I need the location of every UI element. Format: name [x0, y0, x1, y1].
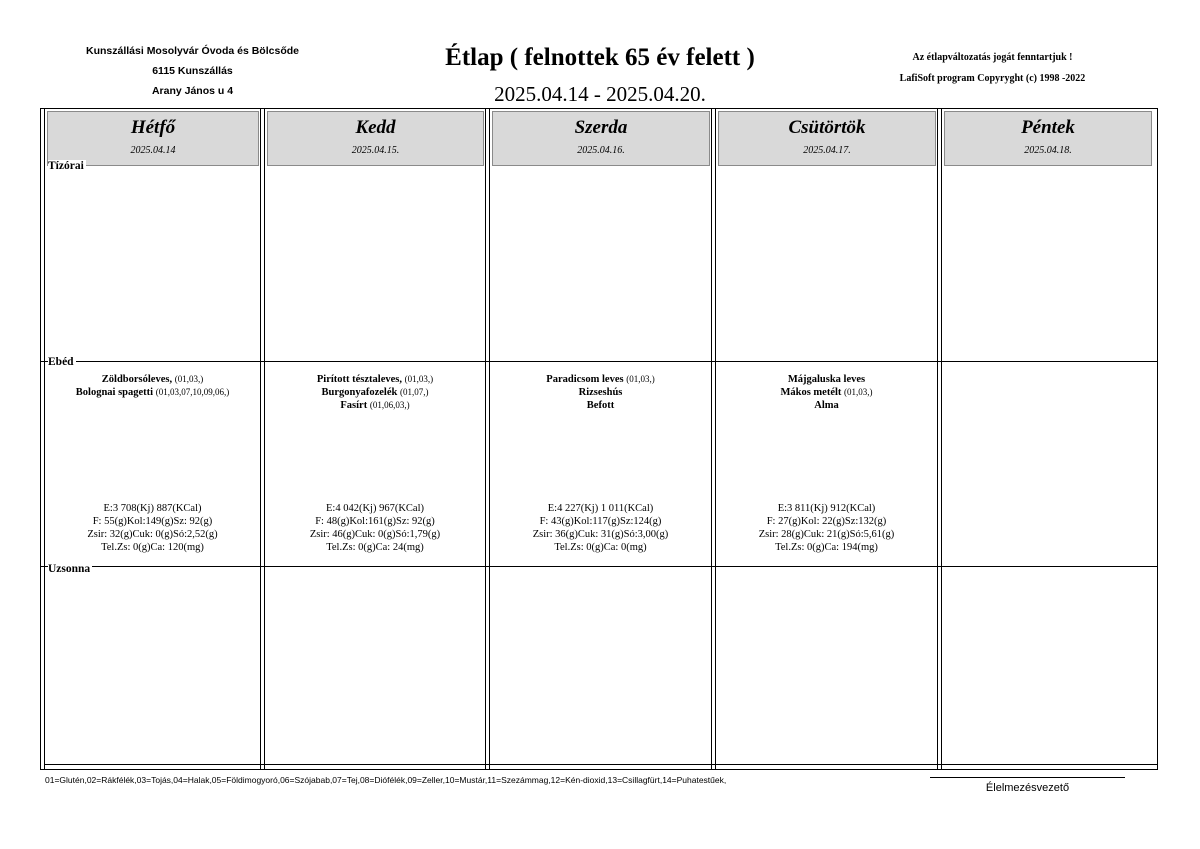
dish-line — [716, 399, 937, 412]
nutrition-line: Zsir: 28(g)Cuk: 21(g)Só:5,61(g) — [758, 529, 895, 540]
dish-allergens: (01,03,) — [174, 374, 204, 384]
nutrition-line: E:3 708(Kj) 887(KCal) — [103, 503, 202, 514]
day-header-tuesday — [267, 111, 484, 166]
dish-name: Bolognai spagetti — [75, 387, 156, 398]
row-sep-ebed — [40, 361, 1158, 362]
dish-name: Rizseshús — [578, 387, 623, 398]
day-date: 2025.04.14 — [130, 145, 176, 156]
dish-name: Alma — [814, 400, 839, 411]
dish-name: Pirított tésztaleves, — [316, 374, 405, 385]
copyright-text: LafiSoft program Copyryght (c) 1998 -2022 — [899, 73, 1086, 84]
col-sep-3b — [715, 108, 716, 770]
day-date: 2025.04.17. — [803, 145, 851, 156]
nutrition-line: E:3 811(Kj) 912(KCal) — [777, 503, 876, 514]
menu-grid — [40, 108, 1158, 770]
day-name: Kedd — [355, 117, 396, 138]
day-header-friday — [944, 111, 1152, 166]
dish-allergens: (01,07,) — [399, 387, 429, 397]
dish-name: Befott — [586, 400, 615, 411]
nutrition-line: Zsir: 36(g)Cuk: 31(g)Só:3,00(g) — [532, 529, 669, 540]
nutrition-line: E:4 227(Kj) 1 011(KCal) — [547, 503, 654, 514]
dish-line — [265, 386, 485, 399]
dish-name: Mákos metélt — [780, 387, 845, 398]
col-sep-1 — [260, 108, 261, 770]
dish-name: Zöldborsóleves, — [101, 374, 175, 385]
frame-right — [1157, 108, 1158, 770]
notice-text: Az étlapváltozatás jogát fenntartjuk ! — [912, 52, 1073, 63]
dish-allergens: (01,03,07,10,09,06,) — [155, 387, 230, 397]
dish-line — [45, 373, 260, 386]
nutrition-line: F: 43(g)Kol:117(g)Sz:124(g) — [539, 516, 662, 527]
dish-name: Burgonyafozelék — [321, 387, 400, 398]
day-name: Csütörtök — [788, 117, 866, 138]
nutrition-line: Tel.Zs: 0(g)Ca: 0(mg) — [554, 542, 647, 553]
dish-line — [490, 399, 711, 412]
nutrition-line: F: 27(g)Kol: 22(g)Sz:132(g) — [766, 516, 887, 527]
signature-line — [930, 777, 1125, 778]
day-date: 2025.04.18. — [1024, 145, 1072, 156]
row-sep-uzsonna — [40, 566, 1158, 567]
day-name: Hétfő — [130, 117, 176, 138]
nutrition-wednesday — [490, 502, 711, 554]
org-address: Arany János u 4 — [151, 85, 234, 97]
col-sep-1b — [264, 108, 265, 770]
lunch-menu-wednesday — [490, 373, 711, 412]
col-sep-4b — [941, 108, 942, 770]
day-header-thursday — [718, 111, 936, 166]
dish-name: Májgaluska leves — [787, 374, 866, 385]
dish-allergens: (01,06,03,) — [369, 400, 410, 410]
frame-bottom-inner — [44, 764, 1158, 765]
col-sep-2 — [485, 108, 486, 770]
nutrition-line: F: 55(g)Kol:149(g)Sz: 92(g) — [92, 516, 213, 527]
row-label-uzsonna: Uzsonna — [48, 563, 91, 575]
dish-line — [490, 373, 711, 386]
frame-left-inner — [44, 108, 45, 770]
col-sep-4 — [937, 108, 938, 770]
frame-top — [40, 108, 1158, 109]
lunch-menu-thursday — [716, 373, 937, 412]
nutrition-line: Tel.Zs: 0(g)Ca: 24(mg) — [326, 542, 424, 553]
dish-allergens: (01,03,) — [404, 374, 434, 384]
lunch-menu-tuesday — [265, 373, 485, 412]
nutrition-tuesday — [265, 502, 485, 554]
nutrition-line: Zsir: 32(g)Cuk: 0(g)Só:2,52(g) — [87, 529, 218, 540]
date-range: 2025.04.14 - 2025.04.20. — [494, 82, 706, 106]
dish-line — [490, 386, 711, 399]
org-name: Kunszállási Mosolyvár Óvoda és Bölcsőde — [86, 45, 299, 57]
day-header-monday — [47, 111, 259, 166]
org-zip-city: 6115 Kunszállás — [152, 65, 233, 77]
dish-name: Paradicsom leves — [546, 374, 627, 385]
day-name: Szerda — [574, 117, 628, 138]
lunch-menu-monday — [45, 373, 260, 399]
row-label-ebed: Ebéd — [48, 356, 74, 368]
allergen-legend: 01=Glutén,02=Rákfélék,03=Tojás,04=Halak,05=Földimogyoró,06=Szójabab,07=Tej,08=Diófélék,09=Zeller,10=Mustár,11=Szezámmag,12=Kén-dioxid,13=Csillagfürt,14=Puhatestűek, — [45, 775, 727, 785]
signature-label: Élelmezésvezető — [985, 782, 1070, 794]
dish-line — [265, 373, 485, 386]
frame-bottom — [40, 769, 1158, 770]
dish-line — [45, 386, 260, 399]
col-sep-3 — [711, 108, 712, 770]
nutrition-line: Tel.Zs: 0(g)Ca: 120(mg) — [101, 542, 204, 553]
dish-allergens: (01,03,) — [626, 374, 655, 384]
day-header-wednesday — [492, 111, 710, 166]
dish-line — [265, 399, 485, 412]
nutrition-line: Zsir: 46(g)Cuk: 0(g)Só:1,79(g) — [309, 529, 441, 540]
dish-line — [716, 373, 937, 386]
day-date: 2025.04.15. — [351, 145, 400, 156]
dish-line — [716, 386, 937, 399]
nutrition-line: F: 48(g)Kol:161(g)Sz: 92(g) — [315, 516, 435, 527]
nutrition-monday — [45, 502, 260, 554]
page-title: Étlap ( felnottek 65 év felett ) — [445, 44, 755, 71]
dish-name: Fasírt — [340, 400, 370, 411]
col-sep-2b — [489, 108, 490, 770]
nutrition-line: Tel.Zs: 0(g)Ca: 194(mg) — [775, 542, 878, 553]
frame-left — [40, 108, 41, 770]
nutrition-line: E:4 042(Kj) 967(KCal) — [326, 503, 424, 514]
nutrition-thursday — [716, 502, 937, 554]
dish-allergens: (01,03,) — [844, 387, 873, 397]
row-label-tizorai: Tízórai — [48, 160, 84, 172]
day-name: Péntek — [1021, 117, 1075, 138]
day-date: 2025.04.16. — [577, 145, 625, 156]
